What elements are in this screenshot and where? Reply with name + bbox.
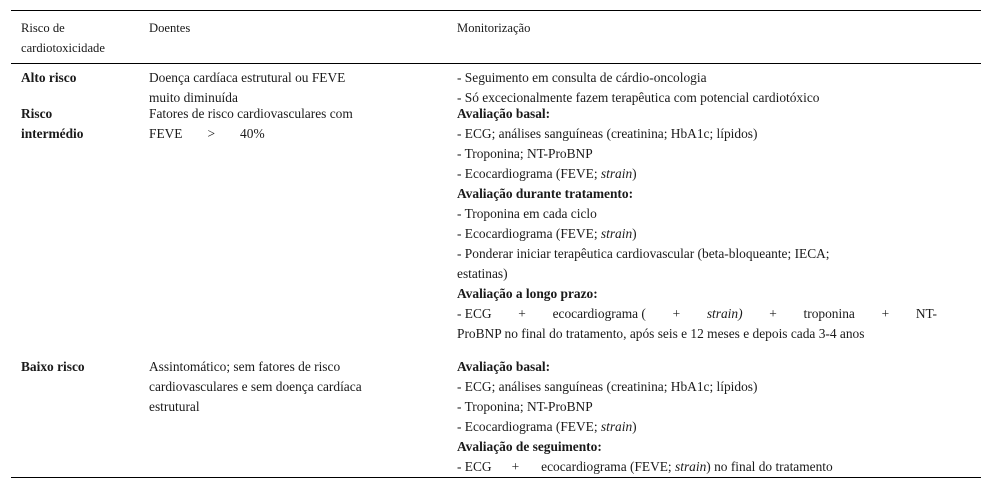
header-monitoring-label: Monitorização bbox=[457, 21, 531, 35]
longo-word: - ECG bbox=[457, 306, 492, 321]
patients-baixo bbox=[149, 357, 439, 417]
header-patients-label: Doentes bbox=[149, 21, 191, 35]
seg-word: + bbox=[511, 459, 520, 474]
strain-term: strain bbox=[675, 459, 707, 474]
risk-intermedio-line1: Risco bbox=[21, 106, 53, 121]
monitor-item: - ECG; análises sanguíneas (creatinina; HbA1c; lípidos) bbox=[457, 379, 758, 394]
table-row-alto-risco bbox=[11, 64, 981, 105]
section-title-basal: Avaliação basal: bbox=[457, 359, 551, 374]
monitor-item-seguimento bbox=[457, 457, 957, 477]
risk-baixo-text: Baixo risco bbox=[21, 359, 85, 374]
section-title-longo-prazo: Avaliação a longo prazo: bbox=[457, 286, 598, 301]
longo-word: + bbox=[518, 306, 526, 321]
section-title-seguimento: Avaliação de seguimento: bbox=[457, 439, 602, 454]
header-patients bbox=[149, 18, 439, 38]
eco-suffix: ) bbox=[632, 419, 637, 434]
strain-term: strain bbox=[600, 226, 633, 241]
patients-baixo-line1: Assintomático; sem fatores de risco bbox=[149, 359, 341, 374]
longo-word: troponina bbox=[803, 306, 855, 321]
seg-word: - ECG bbox=[457, 459, 492, 474]
longo-word: + bbox=[672, 306, 681, 321]
seg-word: ecocardiograma (FEVE; bbox=[541, 459, 676, 474]
monitor-alto-item: - Só excecionalmente fazem terapêutica com potencial cardiotóxico bbox=[457, 90, 820, 105]
table-header-row bbox=[11, 11, 981, 63]
monitoring-baixo bbox=[457, 357, 957, 477]
risk-label-baixo bbox=[21, 357, 141, 377]
monitor-item-eco-basal bbox=[457, 164, 957, 184]
seg-word: ) no final do tratamento bbox=[706, 459, 833, 474]
monitor-item-eco-basal bbox=[457, 417, 957, 437]
patients-alto-line1: Doença cardíaca estrutural ou FEVE bbox=[149, 70, 346, 85]
eco-prefix: - Ecocardiograma (FEVE; bbox=[457, 419, 601, 434]
strain-term: strain bbox=[600, 419, 633, 434]
monitor-item-eco-durante bbox=[457, 224, 957, 244]
monitor-alto-item: - Seguimento em consulta de cárdio-oncologia bbox=[457, 70, 707, 85]
longo-word: + bbox=[881, 306, 890, 321]
monitor-item-ponderar-line2: estatinas) bbox=[457, 266, 508, 281]
eco-suffix: ) bbox=[632, 166, 637, 181]
monitor-item: - Troponina; NT-ProBNP bbox=[457, 399, 593, 414]
risk-label-intermedio bbox=[21, 104, 141, 144]
table-row-baixo-risco bbox=[11, 353, 981, 477]
longo-word: NT- bbox=[915, 306, 937, 321]
patients-intermedio-line1: Fatores de risco cardiovasculares com bbox=[149, 106, 353, 121]
table-row-risco-intermedio bbox=[11, 100, 981, 353]
monitor-item: - Troponina em cada ciclo bbox=[457, 206, 597, 221]
longo-word: + bbox=[769, 306, 777, 321]
risk-intermedio-line2: intermédio bbox=[21, 126, 84, 141]
eco-prefix: - Ecocardiograma (FEVE; bbox=[457, 226, 601, 241]
risk-alto-text: Alto risco bbox=[21, 70, 77, 85]
patients-baixo-line3: estrutural bbox=[149, 399, 200, 414]
monitor-item-longo-line2: ProBNP no final do tratamento, após seis e 12 meses e depois cada 3-4 anos bbox=[457, 326, 865, 341]
greater-than-symbol: > bbox=[207, 126, 216, 141]
header-risk-line2: cardiotoxicidade bbox=[21, 41, 105, 55]
eco-prefix: - Ecocardiograma (FEVE; bbox=[457, 166, 601, 181]
eco-suffix: ) bbox=[632, 226, 637, 241]
header-risk-line1: Risco de bbox=[21, 21, 65, 35]
feve-threshold: 40% bbox=[240, 126, 265, 141]
cardiotoxicity-table bbox=[11, 10, 981, 478]
header-risk bbox=[21, 18, 141, 58]
longo-word-strain: strain) bbox=[706, 306, 743, 321]
patients-alto-line2: muito diminuída bbox=[149, 90, 238, 105]
patients-baixo-line2: cardiovasculares e sem doença cardíaca bbox=[149, 379, 362, 394]
header-monitoring bbox=[457, 18, 957, 38]
monitor-item-longo-line1 bbox=[457, 304, 937, 324]
table-bottom-rule bbox=[11, 477, 981, 478]
section-title-durante: Avaliação durante tratamento: bbox=[457, 186, 634, 201]
monitor-item: - ECG; análises sanguíneas (creatinina; HbA1c; lípidos) bbox=[457, 126, 758, 141]
monitoring-intermedio bbox=[457, 104, 957, 344]
risk-label-alto bbox=[21, 68, 141, 88]
monitor-item: - Troponina; NT-ProBNP bbox=[457, 146, 593, 161]
patients-intermedio bbox=[149, 104, 439, 144]
monitor-item-ponderar-line1: - Ponderar iniciar terapêutica cardiovascular (beta-bloqueante; IECA; bbox=[457, 246, 830, 261]
section-title-basal: Avaliação basal: bbox=[457, 106, 551, 121]
feve-label: FEVE bbox=[149, 126, 183, 141]
strain-term: strain bbox=[600, 166, 633, 181]
longo-word: ecocardiograma ( bbox=[552, 306, 646, 321]
patients-intermedio-feve bbox=[149, 124, 329, 144]
